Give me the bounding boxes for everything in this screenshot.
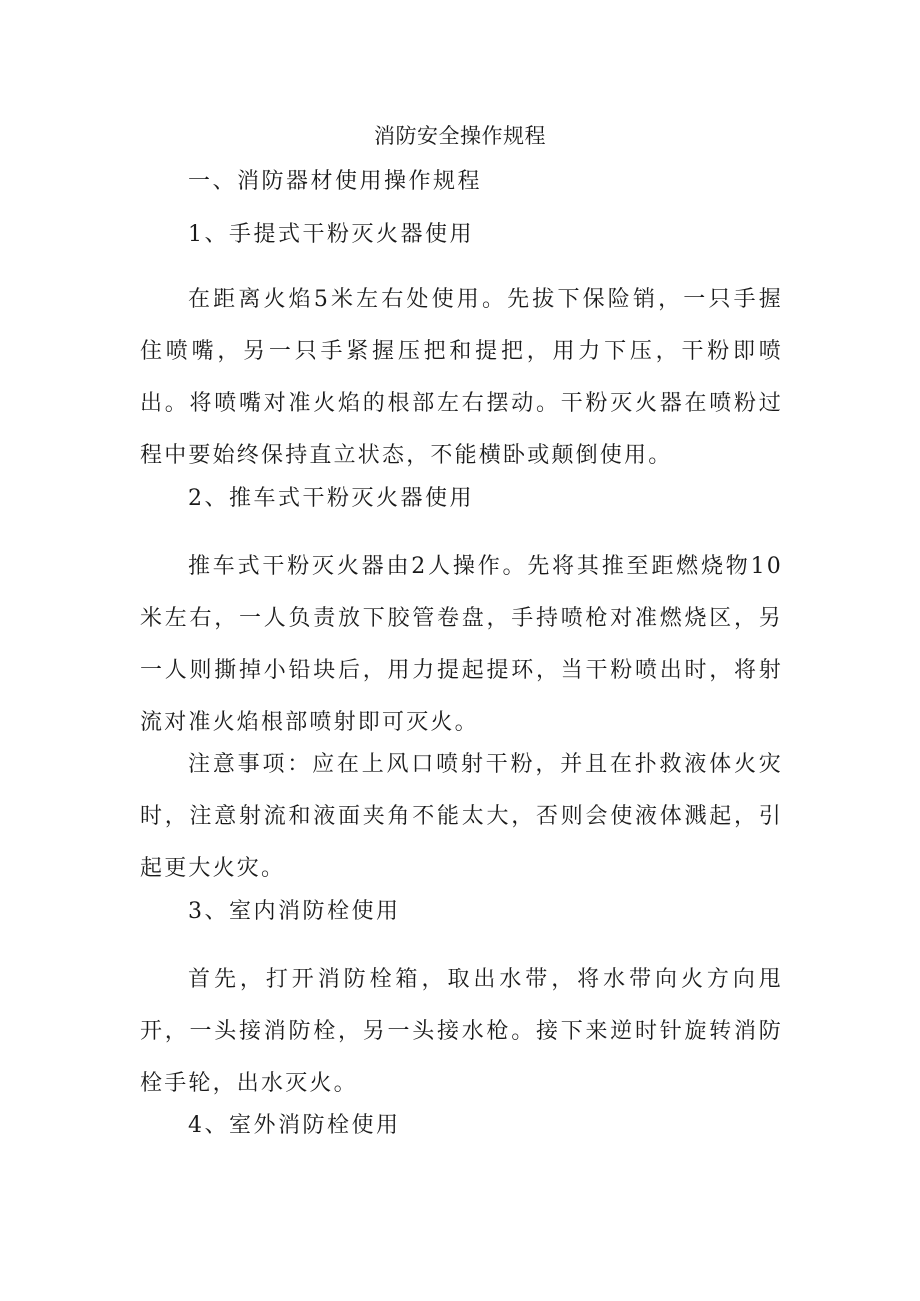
- document-title: 消防安全操作规程: [374, 124, 546, 148]
- item-heading-4: 4、室外消防栓使用: [188, 1113, 401, 1138]
- item-heading-1: 1、手提式干粉灭火器使用: [188, 222, 474, 247]
- item-1-paragraph: 在距离火焰5米左右处使用。先拔下保险销，一只手握住喷嘴，另一只手紧握压把和提把，用力下压，干粉即喷出。将喷嘴对准火焰的根部左右摆动。干粉灭火器在喷粉过程中要始终保持直立状态，不能横卧或颠倒使用。: [140, 287, 783, 468]
- section-heading: 一、消防器材使用操作规程: [188, 169, 483, 194]
- item-heading-2: 2、推车式干粉灭火器使用: [188, 486, 474, 511]
- item-2-notes: 注意事项：应在上风口喷射干粉，并且在扑救液体火灾时，注意射流和液面夹角不能太大，否则会使液体溅起，引起更大火灾。: [140, 752, 783, 881]
- item-heading-3: 3、室内消防栓使用: [188, 899, 401, 924]
- item-3-paragraph: 首先，打开消防栓箱，取出水带，将水带向火方向甩开，一头接消防栓，另一头接水枪。接下来逆时针旋转消防栓手轮，出水灭火。: [140, 967, 783, 1096]
- item-2-paragraph: 推车式干粉灭火器由2人操作。先将其推至距燃烧物10米左右，一人负责放下胶管卷盘，手持喷枪对准燃烧区，另一人则撕掉小铅块后，用力提起提环，当干粉喷出时，将射流对准火焰根部喷射即可灭火。: [140, 554, 783, 735]
